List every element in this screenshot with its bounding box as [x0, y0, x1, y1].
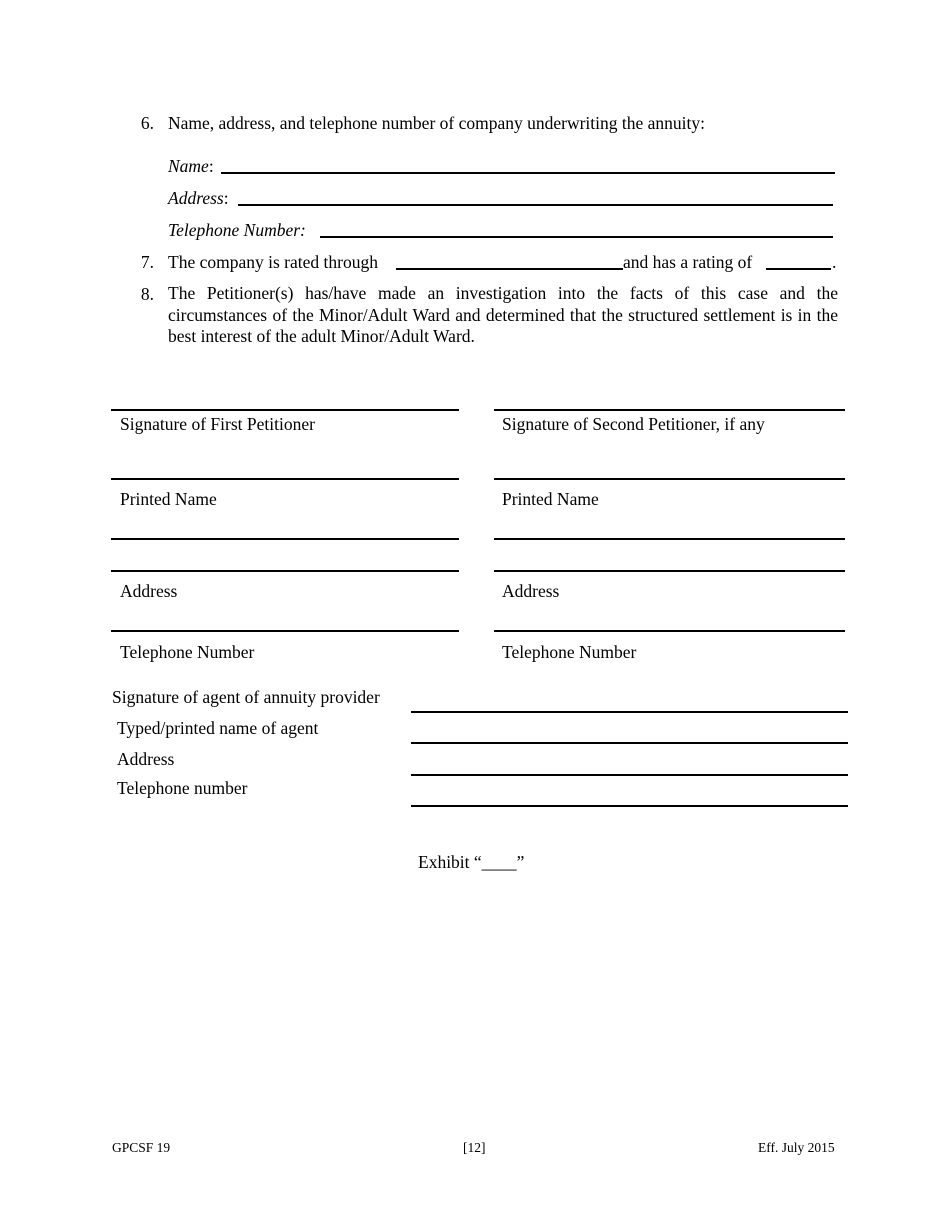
company-name-label: Name:	[168, 156, 214, 176]
second-address-line-2[interactable]	[494, 570, 845, 572]
agent-telephone-label: Telephone number	[117, 778, 248, 798]
second-address-line-1[interactable]	[494, 538, 845, 540]
item-7-text-before: The company is rated through	[168, 252, 378, 272]
exhibit-label: Exhibit “____”	[418, 852, 525, 872]
agent-address-label: Address	[117, 749, 175, 769]
second-signature-label: Signature of Second Petitioner, if any	[502, 414, 765, 434]
item-6-text: Name, address, and telephone number of company underwriting the annuity:	[168, 113, 705, 133]
first-telephone-line[interactable]	[111, 630, 459, 632]
item-7-period: .	[832, 252, 837, 272]
company-address-label: Address:	[168, 188, 229, 208]
agent-name-label: Typed/printed name of agent	[117, 718, 319, 738]
agent-signature-label: Signature of agent of annuity provider	[112, 687, 380, 707]
second-printed-name-label: Printed Name	[502, 489, 599, 509]
first-signature-line[interactable]	[111, 409, 459, 411]
first-printed-name-line[interactable]	[111, 478, 459, 480]
second-signature-line[interactable]	[494, 409, 845, 411]
second-telephone-label: Telephone Number	[502, 642, 637, 662]
company-telephone-field[interactable]	[320, 236, 833, 238]
first-address-line-2[interactable]	[111, 570, 459, 572]
first-printed-name-label: Printed Name	[120, 489, 217, 509]
company-address-field[interactable]	[238, 204, 833, 206]
rated-through-field[interactable]	[396, 268, 623, 270]
item-7-number: 7.	[140, 252, 154, 272]
footer-page-number: [12]	[463, 1140, 486, 1155]
item-6-number: 6.	[140, 113, 154, 133]
item-7-text-middle: and has a rating of	[623, 252, 753, 272]
rating-field[interactable]	[766, 268, 831, 270]
company-telephone-label: Telephone Number:	[168, 220, 306, 240]
first-address-label: Address	[120, 581, 178, 601]
second-printed-name-line[interactable]	[494, 478, 845, 480]
second-telephone-line[interactable]	[494, 630, 845, 632]
agent-signature-line[interactable]	[411, 711, 848, 713]
agent-name-line[interactable]	[411, 742, 848, 744]
first-address-line-1[interactable]	[111, 538, 459, 540]
agent-address-line[interactable]	[411, 774, 848, 776]
footer-effective-date: Eff. July 2015	[758, 1140, 835, 1155]
item-8-number: 8.	[140, 284, 154, 304]
first-telephone-label: Telephone Number	[120, 642, 255, 662]
second-address-label: Address	[502, 581, 560, 601]
agent-telephone-line[interactable]	[411, 805, 848, 807]
first-signature-label: Signature of First Petitioner	[120, 414, 315, 434]
footer-form-id: GPCSF 19	[112, 1140, 171, 1155]
company-name-field[interactable]	[221, 172, 835, 174]
item-8-text: The Petitioner(s) has/have made an investigation into the facts of this case and the circumstances of the Minor/Adult Ward and determined that the structured settlement is in the best interest of the adult Minor/Adult Ward.	[168, 283, 838, 346]
